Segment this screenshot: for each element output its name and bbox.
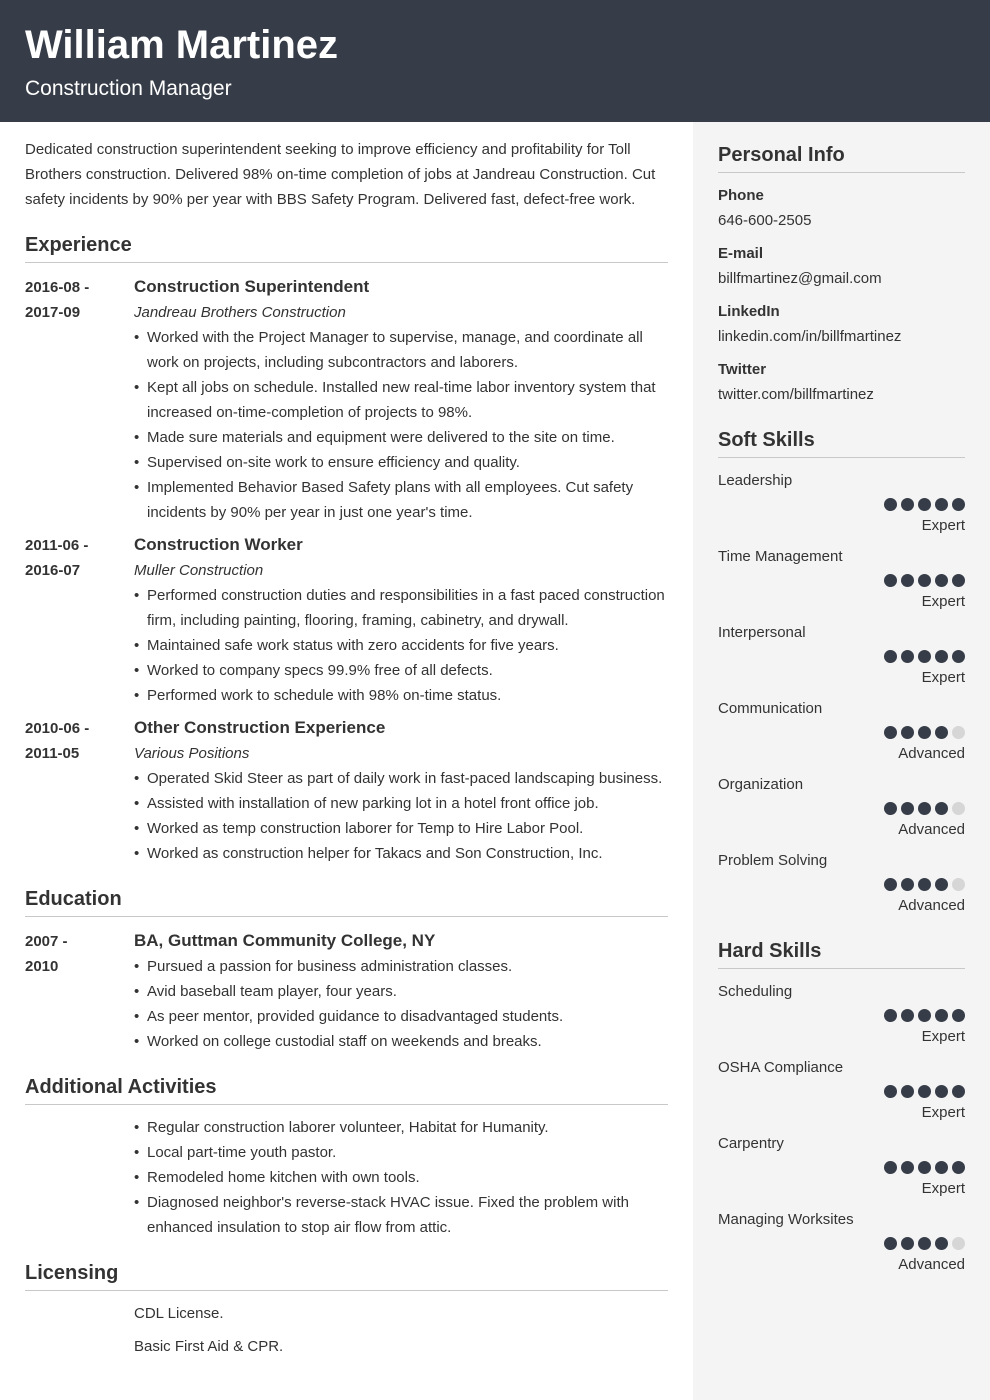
entry-title: Other Construction Experience bbox=[134, 718, 386, 737]
activities-section bbox=[25, 1074, 668, 1240]
skill-item bbox=[718, 772, 965, 842]
rating-dot-filled bbox=[884, 802, 897, 815]
section-title-personal-info: Personal Info bbox=[718, 142, 965, 173]
rating-dot-empty bbox=[952, 802, 965, 815]
skill-level: Expert bbox=[921, 593, 965, 610]
rating-dot-filled bbox=[935, 1009, 948, 1022]
pi-label-twitter: Twitter bbox=[718, 361, 767, 378]
activity-item: • Remodeled home kitchen with own tools. bbox=[134, 1165, 668, 1190]
skill-level: Expert bbox=[921, 1180, 965, 1197]
activity-item: • Regular construction laborer volunteer, Habitat for Humanity. bbox=[134, 1115, 668, 1140]
personal-info-section bbox=[718, 142, 965, 407]
pi-value-linkedin: linkedin.com/in/billfmartinez bbox=[718, 328, 902, 345]
bullet-item: • Operated Skid Steer as part of daily work in fast-paced landscaping business. bbox=[134, 766, 668, 791]
experience-section bbox=[25, 232, 668, 866]
rating-dot-empty bbox=[952, 878, 965, 891]
rating-dot-filled bbox=[935, 650, 948, 663]
skill-level: Advanced bbox=[898, 1256, 965, 1273]
skill-rating bbox=[718, 1236, 965, 1252]
bullet-item: • Worked with the Project Manager to supervise, manage, and coordinate all work on projects, including subcontractors and laborers. bbox=[134, 325, 668, 375]
skill-item bbox=[718, 1055, 965, 1125]
pi-label-phone: Phone bbox=[718, 187, 764, 204]
bullet-item: • Implemented Behavior Based Safety plans with all employees. Cut safety incidents by 90% per year in just one year's time. bbox=[134, 475, 668, 525]
entry-title: BA, Guttman Community College, NY bbox=[134, 931, 436, 950]
license-item: Basic First Aid & CPR. bbox=[134, 1338, 284, 1355]
rating-dot-filled bbox=[918, 1009, 931, 1022]
rating-dot-filled bbox=[918, 1237, 931, 1250]
sidebar bbox=[693, 122, 990, 1400]
date-line: 2016-08 - bbox=[25, 279, 90, 296]
education-list bbox=[25, 927, 668, 1054]
rating-dot-filled bbox=[935, 726, 948, 739]
experience-entry bbox=[25, 273, 668, 525]
skill-name: Communication bbox=[718, 700, 823, 717]
bullet-item: • As peer mentor, provided guidance to disadvantaged students. bbox=[134, 1004, 668, 1029]
entry-dates bbox=[25, 927, 134, 1054]
bullet-item: • Worked to company specs 99.9% free of all defects. bbox=[134, 658, 668, 683]
rating-dot-filled bbox=[901, 1161, 914, 1174]
rating-dot-filled bbox=[918, 650, 931, 663]
summary: Dedicated construction superintendent seeking to improve efficiency and profitability for Toll Brothers construction. Delivered 98% on-time completion of jobs at Jandreau Construction. Cut safety incidents by 90% per year with BBS Safety Program. Delivered fast, defect-free work. bbox=[25, 141, 656, 208]
skill-level: Expert bbox=[921, 669, 965, 686]
pi-label-linkedin: LinkedIn bbox=[718, 303, 780, 320]
skill-item bbox=[718, 544, 965, 614]
entry-title: Construction Superintendent bbox=[134, 277, 370, 296]
activities-entry bbox=[25, 1115, 668, 1240]
skill-rating bbox=[718, 877, 965, 893]
pi-value-phone: 646-600-2505 bbox=[718, 212, 812, 229]
rating-dot-filled bbox=[935, 498, 948, 511]
skill-name: Scheduling bbox=[718, 983, 793, 1000]
soft-skills-section bbox=[718, 427, 965, 918]
skill-level: Advanced bbox=[898, 745, 965, 762]
entry-bullets bbox=[134, 583, 668, 708]
skill-rating bbox=[718, 497, 965, 513]
date-line: 2010 bbox=[25, 958, 59, 975]
bullet-item: • Worked as construction helper for Takacs and Son Construction, Inc. bbox=[134, 841, 668, 866]
activity-item: • Local part-time youth pastor. bbox=[134, 1140, 668, 1165]
entry-bullets bbox=[134, 766, 668, 866]
skill-rating bbox=[718, 1008, 965, 1024]
main-column bbox=[25, 122, 668, 1367]
pi-value-email: billfmartinez@gmail.com bbox=[718, 270, 882, 287]
date-line: 2007 - bbox=[25, 933, 68, 950]
bullet-item: • Kept all jobs on schedule. Installed new real-time labor inventory system that increased on-time-completion of projects to 98%. bbox=[134, 375, 668, 425]
experience-entry bbox=[25, 531, 668, 708]
rating-dot-filled bbox=[901, 878, 914, 891]
skill-item bbox=[718, 1207, 965, 1277]
entry-body bbox=[134, 714, 668, 866]
skill-rating bbox=[718, 573, 965, 589]
activities-list bbox=[134, 1115, 668, 1240]
rating-dot-filled bbox=[918, 802, 931, 815]
rating-dot-filled bbox=[884, 726, 897, 739]
rating-dot-filled bbox=[884, 1237, 897, 1250]
rating-dot-filled bbox=[901, 1237, 914, 1250]
rating-dot-filled bbox=[952, 1161, 965, 1174]
experience-entry bbox=[25, 714, 668, 866]
rating-dot-filled bbox=[901, 574, 914, 587]
skill-rating bbox=[718, 1160, 965, 1176]
entry-bullets bbox=[134, 325, 668, 525]
bullet-item: • Performed work to schedule with 98% on-time status. bbox=[134, 683, 668, 708]
rating-dot-filled bbox=[952, 574, 965, 587]
entry-body bbox=[134, 927, 668, 1054]
skill-item bbox=[718, 848, 965, 918]
skill-name: Carpentry bbox=[718, 1135, 784, 1152]
skill-item bbox=[718, 620, 965, 690]
resume-header bbox=[0, 0, 990, 122]
rating-dot-filled bbox=[884, 1161, 897, 1174]
skill-name: Organization bbox=[718, 776, 804, 793]
candidate-name: William Martinez bbox=[25, 23, 339, 67]
rating-dot-filled bbox=[935, 574, 948, 587]
skill-rating bbox=[718, 1084, 965, 1100]
section-title-licensing: Licensing bbox=[25, 1260, 668, 1291]
bullet-item: • Supervised on-site work to ensure efficiency and quality. bbox=[134, 450, 668, 475]
licensing-list bbox=[25, 1301, 668, 1359]
rating-dot-empty bbox=[952, 726, 965, 739]
candidate-role: Construction Manager bbox=[25, 77, 232, 100]
rating-dot-filled bbox=[884, 498, 897, 511]
bullet-item: • Worked as temp construction laborer for Temp to Hire Labor Pool. bbox=[134, 816, 668, 841]
skill-item bbox=[718, 1131, 965, 1201]
section-title-experience: Experience bbox=[25, 232, 668, 263]
rating-dot-filled bbox=[918, 1161, 931, 1174]
skill-level: Expert bbox=[921, 517, 965, 534]
skill-level: Advanced bbox=[898, 821, 965, 838]
entry-dates bbox=[25, 714, 134, 866]
skill-item bbox=[718, 696, 965, 766]
rating-dot-filled bbox=[918, 574, 931, 587]
skill-name: Interpersonal bbox=[718, 624, 806, 641]
section-title-hard-skills: Hard Skills bbox=[718, 938, 965, 969]
rating-dot-filled bbox=[884, 1009, 897, 1022]
rating-dot-filled bbox=[918, 1085, 931, 1098]
experience-list bbox=[25, 273, 668, 866]
rating-dot-filled bbox=[935, 1161, 948, 1174]
bullet-item: • Made sure materials and equipment were delivered to the site on time. bbox=[134, 425, 668, 450]
rating-dot-filled bbox=[918, 726, 931, 739]
date-line: 2010-06 - bbox=[25, 720, 90, 737]
skill-rating bbox=[718, 649, 965, 665]
rating-dot-filled bbox=[901, 802, 914, 815]
date-line: 2011-06 - bbox=[25, 537, 89, 554]
rating-dot-filled bbox=[884, 1085, 897, 1098]
entry-bullets bbox=[134, 954, 668, 1054]
rating-dot-filled bbox=[935, 1237, 948, 1250]
bullet-item: • Performed construction duties and responsibilities in a fast paced construction firm, including painting, flooring, framing, cabinetry, and drywall. bbox=[134, 583, 668, 633]
date-line: 2017-09 bbox=[25, 304, 81, 321]
soft-skills-list bbox=[718, 468, 965, 918]
skill-rating bbox=[718, 801, 965, 817]
rating-dot-filled bbox=[918, 498, 931, 511]
rating-dot-filled bbox=[884, 878, 897, 891]
bullet-item: • Pursued a passion for business administration classes. bbox=[134, 954, 668, 979]
rating-dot-filled bbox=[918, 878, 931, 891]
rating-dot-filled bbox=[935, 1085, 948, 1098]
rating-dot-filled bbox=[935, 802, 948, 815]
bullet-item: • Worked on college custodial staff on weekends and breaks. bbox=[134, 1029, 668, 1054]
rating-dot-filled bbox=[935, 878, 948, 891]
rating-dot-filled bbox=[901, 498, 914, 511]
entry-company: Various Positions bbox=[134, 745, 250, 762]
rating-dot-filled bbox=[901, 1009, 914, 1022]
skill-item bbox=[718, 468, 965, 538]
skill-name: Time Management bbox=[718, 548, 843, 565]
date-line: 2016-07 bbox=[25, 562, 81, 579]
entry-body bbox=[134, 531, 668, 708]
skill-name: Leadership bbox=[718, 472, 793, 489]
skill-level: Expert bbox=[921, 1028, 965, 1045]
rating-dot-filled bbox=[952, 650, 965, 663]
skill-rating bbox=[718, 725, 965, 741]
rating-dot-filled bbox=[952, 498, 965, 511]
pi-label-email: E-mail bbox=[718, 245, 764, 262]
activity-item: • Diagnosed neighbor's reverse-stack HVAC issue. Fixed the problem with enhanced insulation to stop air flow from attic. bbox=[134, 1190, 668, 1240]
rating-dot-filled bbox=[901, 726, 914, 739]
hard-skills-list bbox=[718, 979, 965, 1277]
pi-value-twitter: twitter.com/billfmartinez bbox=[718, 386, 874, 403]
rating-dot-filled bbox=[901, 650, 914, 663]
license-item: CDL License. bbox=[134, 1305, 224, 1322]
rating-dot-filled bbox=[884, 650, 897, 663]
skill-level: Expert bbox=[921, 1104, 965, 1121]
section-title-soft-skills: Soft Skills bbox=[718, 427, 965, 458]
bullet-item: • Avid baseball team player, four years. bbox=[134, 979, 668, 1004]
entry-dates bbox=[25, 273, 134, 525]
rating-dot-filled bbox=[884, 574, 897, 587]
rating-dot-filled bbox=[952, 1085, 965, 1098]
skill-level: Advanced bbox=[898, 897, 965, 914]
hard-skills-section bbox=[718, 938, 965, 1277]
entry-title: Construction Worker bbox=[134, 535, 303, 554]
skill-name: OSHA Compliance bbox=[718, 1059, 844, 1076]
skill-name: Problem Solving bbox=[718, 852, 828, 869]
skill-item bbox=[718, 979, 965, 1049]
licensing-section bbox=[25, 1260, 668, 1359]
bullet-item: • Maintained safe work status with zero accidents for five years. bbox=[134, 633, 668, 658]
bullet-item: • Assisted with installation of new parking lot in a hotel front office job. bbox=[134, 791, 668, 816]
section-title-activities: Additional Activities bbox=[25, 1074, 668, 1105]
rating-dot-filled bbox=[901, 1085, 914, 1098]
entry-company: Jandreau Brothers Construction bbox=[134, 304, 346, 321]
date-line: 2011-05 bbox=[25, 745, 80, 762]
education-section bbox=[25, 886, 668, 1054]
personal-info-list bbox=[718, 183, 965, 407]
entry-body bbox=[134, 273, 668, 525]
skill-name: Managing Worksites bbox=[718, 1211, 854, 1228]
rating-dot-filled bbox=[952, 1009, 965, 1022]
education-entry bbox=[25, 927, 668, 1054]
rating-dot-empty bbox=[952, 1237, 965, 1250]
section-title-education: Education bbox=[25, 886, 668, 917]
entry-company: Muller Construction bbox=[134, 562, 264, 579]
entry-dates bbox=[25, 531, 134, 708]
